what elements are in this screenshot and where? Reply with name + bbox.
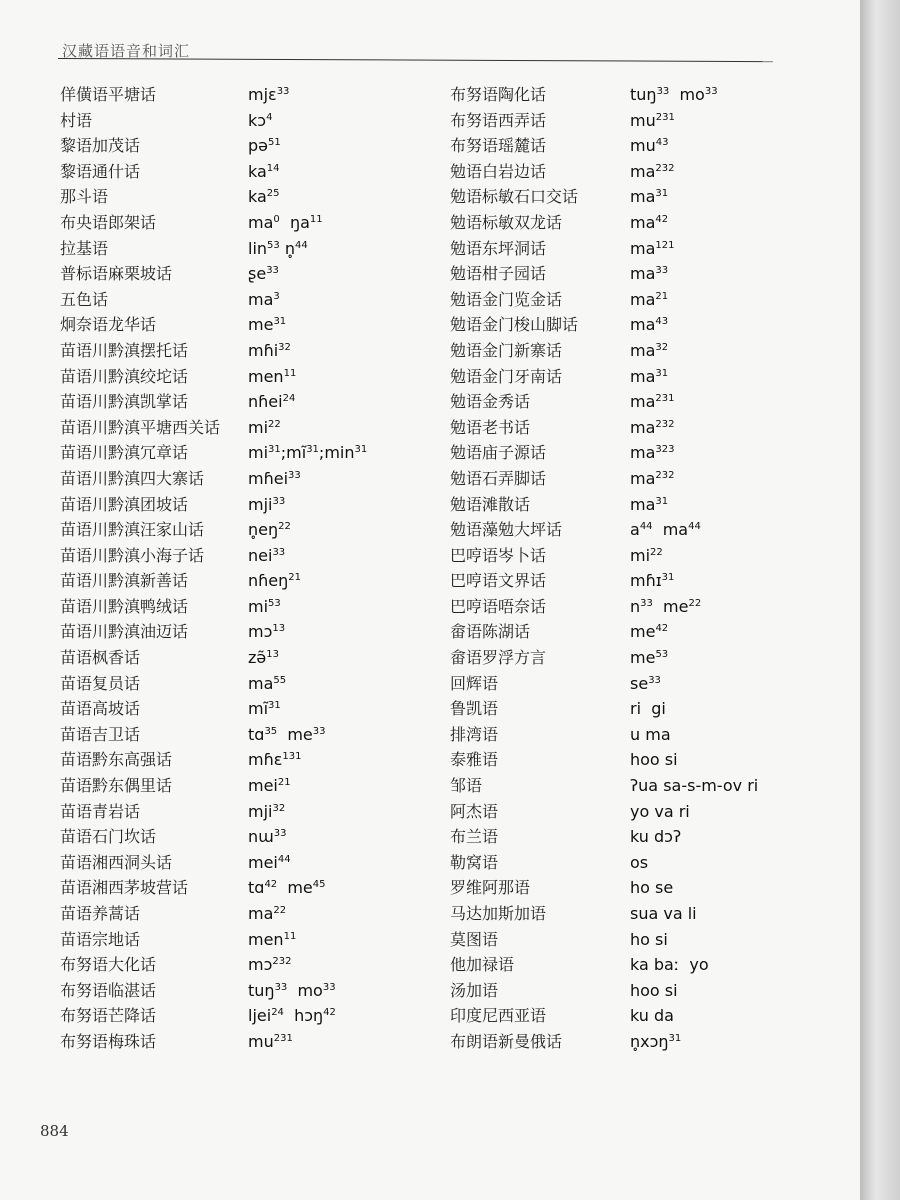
language-name: 苗语川黔滇团坡话 — [60, 494, 189, 514]
language-name: 汤加语 — [450, 980, 499, 1000]
word-form: $ma^{32}$ — [630, 340, 669, 360]
language-name: 巴哼语岑卜话 — [450, 545, 547, 565]
word-form: men$^{11}$ — [248, 366, 297, 386]
word-form: $ma^{323}$ — [630, 443, 675, 463]
language-name: 勉语标敏双龙话 — [450, 212, 563, 232]
word-form: mɔ$^{232}$ — [248, 955, 292, 975]
language-name: 勉语金秀话 — [450, 392, 531, 412]
language-name: 苗语宗地话 — [60, 929, 141, 949]
word-form: ku dɔʔ — [630, 827, 682, 847]
word-form: $mu^{43}$ — [630, 136, 669, 156]
page-number: 884 — [40, 1122, 69, 1140]
language-name: 勉语藻勉大坪话 — [450, 520, 563, 540]
word-form: ri gi — [630, 699, 666, 719]
language-name: 勉语滩散话 — [450, 494, 531, 514]
word-form: ho si — [630, 929, 668, 949]
language-name: 苗语川黔滇摆托话 — [60, 340, 189, 360]
language-name: 苗语高坡话 — [60, 699, 141, 719]
language-name: 苗语川黔滇平塘西关话 — [60, 417, 221, 437]
language-name: 布努语瑶麓话 — [450, 136, 547, 156]
word-form: $ka^{25}$ — [248, 187, 280, 207]
language-name: 苗语川黔滇新善话 — [60, 571, 189, 591]
word-form: mɔ$^{13}$ — [248, 622, 286, 642]
word-form: mei$^{44}$ — [248, 852, 291, 872]
language-name: 勉语金门牙南话 — [450, 366, 563, 386]
word-form: $mi^{53}$ — [248, 596, 281, 616]
language-name: 苗语养蒿话 — [60, 904, 141, 923]
word-form: mjɛ$^{33}$ — [248, 85, 290, 104]
running-title: 汉藏语语音和词汇 — [62, 42, 191, 60]
language-name: 苗语川黔滇小海子话 — [60, 545, 205, 565]
language-name: 五色话 — [60, 289, 109, 309]
language-name: 勉语金门览金话 — [450, 289, 563, 309]
word-form: $ka^{14}$ — [248, 161, 280, 181]
language-name: 布努语临湛话 — [60, 980, 157, 1000]
language-name: 回辉语 — [450, 673, 499, 693]
word-form: sua va li — [630, 904, 697, 923]
word-form: yo va ri — [630, 801, 690, 821]
language-name: 勉语老书话 — [450, 417, 531, 437]
word-form: $mi^{22}$ — [630, 545, 663, 565]
word-form: ku da — [630, 1006, 674, 1026]
language-name: 鲁凯语 — [450, 699, 499, 719]
word-form: tɑ$^{42}$ $me^{45}$ — [248, 878, 326, 898]
language-name: 勉语金门新寨话 — [450, 340, 563, 360]
word-form: ljei$^{24}$ hɔŋ$^{42}$ — [248, 1006, 336, 1026]
word-form: $me^{53}$ — [630, 648, 669, 668]
word-form: $mu^{231}$ — [248, 1031, 293, 1051]
word-form: $n̥eŋ^{22}$ — [248, 520, 291, 540]
language-name: 苗语湘西茅坡营话 — [60, 878, 189, 898]
language-name: 黎语通什话 — [60, 161, 141, 181]
language-name: 苗语复员话 — [60, 673, 141, 693]
word-form: tuŋ$^{33}$ $mo^{33}$ — [248, 980, 336, 1000]
language-name: 布央语郎架话 — [60, 212, 157, 232]
word-form: hoo si — [630, 980, 678, 1000]
word-form: $ma^{33}$ — [630, 264, 669, 284]
language-name: 罗维阿那语 — [450, 878, 531, 898]
language-name: 苗语青岩话 — [60, 801, 141, 821]
language-name: 布努语芒降话 — [60, 1006, 157, 1026]
language-name: 黎语加茂话 — [60, 136, 141, 156]
word-form: $ma^{31}$ — [630, 187, 669, 207]
language-name: 勉语东坪洞话 — [450, 238, 547, 258]
language-name: 排湾语 — [450, 724, 499, 744]
word-form: nɯ$^{33}$ — [248, 827, 287, 847]
word-form: mɦi$^{32}$ — [248, 340, 291, 360]
language-name: 布朗语新曼俄话 — [450, 1031, 563, 1051]
word-form: $mi^{31};mĩ^{31};\min^{31}$ — [248, 443, 368, 463]
word-form: os — [630, 852, 649, 872]
language-name: 苗语吉卫话 — [60, 724, 141, 744]
language-name: 苗语川黔滇汪家山话 — [60, 520, 205, 540]
language-name: 拉基语 — [60, 238, 109, 258]
word-form: $ma^{21}$ — [630, 289, 669, 309]
language-name: 勉语庙子源话 — [450, 443, 547, 463]
language-name: 畲语陈湖话 — [450, 622, 531, 642]
word-form: ʔua sa-s-m-ov ri — [630, 776, 759, 796]
word-form: $ma^{43}$ — [630, 315, 669, 335]
word-form: $se^{33}$ — [630, 673, 661, 693]
word-form: $ma^{31}$ — [630, 366, 669, 386]
word-form: $me^{31}$ — [248, 315, 287, 335]
word-form: $ma^{42}$ — [630, 212, 669, 232]
word-form: mɦei$^{33}$ — [248, 468, 301, 488]
language-name: 勉语金门梭山脚话 — [450, 315, 579, 335]
word-form: tɑ$^{35}$ $me^{33}$ — [248, 724, 326, 744]
word-form: pə$^{51}$ — [248, 136, 281, 156]
language-name: 苗语川黔滇绞坨话 — [60, 366, 189, 386]
language-name: 畲语罗浮方言 — [450, 648, 547, 668]
word-form: $ma^{231}$ — [630, 392, 675, 412]
language-name: 苗语黔东高强话 — [60, 750, 173, 770]
word-form: $a^{44}$ $ma^{44}$ — [630, 520, 701, 540]
language-name: 布努语西弄话 — [450, 110, 547, 130]
word-form: $ma^{232}$ — [630, 161, 675, 181]
word-form: zə̃$^{13}$ — [248, 648, 279, 668]
language-name: 勒窝语 — [450, 852, 499, 872]
word-form: mji$^{33}$ — [248, 494, 286, 514]
language-name: 苗语川黔滇冗章话 — [60, 443, 189, 463]
word-form: tuŋ$^{33}$ $mo^{33}$ — [630, 85, 718, 104]
language-name: 勉语标敏石口交话 — [450, 187, 579, 207]
word-form: $ma^0$ $ŋa^{11}$ — [248, 212, 323, 232]
language-name: 布努语梅珠话 — [60, 1031, 157, 1051]
word-form: lin$^{53}$ n̥$^{44}$ — [248, 238, 308, 258]
word-form: $ma^{31}$ — [630, 494, 669, 514]
language-name: 泰雅语 — [450, 750, 499, 770]
page-edge-shadow — [860, 0, 900, 1200]
language-name: 苗语川黔滇鸭绒话 — [60, 596, 189, 616]
language-name: 莫图语 — [450, 929, 499, 949]
word-form: nei$^{33}$ — [248, 545, 286, 565]
word-form: men$^{11}$ — [248, 929, 297, 949]
language-name: 他加禄语 — [450, 955, 515, 975]
word-form: $mi^{22}$ — [248, 417, 281, 437]
word-form: $mu^{231}$ — [630, 110, 675, 130]
language-name: 阿杰语 — [450, 801, 499, 821]
word-form: $me^{42}$ — [630, 622, 669, 642]
word-form: mji$^{32}$ — [248, 801, 286, 821]
language-name: 苗语枫香话 — [60, 648, 141, 668]
language-name: 普标语麻栗坡话 — [60, 264, 173, 284]
language-name: 巴哼语唔奈话 — [450, 596, 547, 616]
word-form: nɦei$^{24}$ — [248, 392, 296, 412]
word-form: nɦeŋ$^{21}$ — [248, 571, 301, 591]
language-name: 苗语黔东偶里话 — [60, 776, 173, 796]
language-name: 村语 — [60, 110, 93, 130]
language-name: 勉语柑子园话 — [450, 264, 547, 284]
word-form: u ma — [630, 724, 671, 744]
word-form: $ma^{232}$ — [630, 417, 675, 437]
word-form: $n^{33}$ $me^{22}$ — [630, 596, 702, 616]
language-name: 苗语川黔滇凯掌话 — [60, 392, 189, 412]
language-name: 布兰语 — [450, 827, 499, 847]
word-form: $ma^{232}$ — [630, 468, 675, 488]
word-form: $ma^{22}$ — [248, 904, 287, 923]
language-name: 勉语石弄脚话 — [450, 468, 547, 488]
word-form: mɦɪ$^{31}$ — [630, 571, 675, 591]
word-form: $ma^{55}$ — [248, 673, 287, 693]
language-name: 佯僙语平塘话 — [60, 85, 157, 104]
word-form: $ma^{121}$ — [630, 238, 675, 258]
word-form: n̥xɔŋ$^{31}$ — [630, 1031, 682, 1051]
word-form: mɦɛ$^{131}$ — [248, 750, 302, 770]
word-form: hoo si — [630, 750, 678, 770]
language-name: 苗语湘西洞头话 — [60, 852, 173, 872]
word-form: $ma^3$ — [248, 289, 280, 309]
language-name: 勉语白岩边话 — [450, 161, 547, 181]
word-form: mei$^{21}$ — [248, 776, 291, 796]
language-name: 布努语陶化话 — [450, 85, 547, 104]
language-name: 苗语石门坎话 — [60, 827, 157, 847]
language-name: 苗语川黔滇四大寨话 — [60, 468, 205, 488]
language-name: 炯奈语龙华话 — [60, 315, 157, 335]
language-name: 布努语大化话 — [60, 955, 157, 975]
word-form: ʂe$^{33}$ — [248, 264, 279, 284]
word-form: ho se — [630, 878, 674, 898]
language-name: 巴哼语文界话 — [450, 571, 547, 591]
language-name: 邹语 — [450, 776, 483, 796]
language-name: 印度尼西亚语 — [450, 1006, 547, 1026]
language-name: 苗语川黔滇油迈话 — [60, 622, 189, 642]
word-form: ka baː yo — [630, 955, 709, 975]
word-form: kɔ$^4$ — [248, 110, 273, 130]
word-form: $mĩ^{31}$ — [248, 699, 281, 719]
language-name: 马达加斯加语 — [450, 904, 547, 923]
language-name: 那斗语 — [60, 187, 109, 207]
